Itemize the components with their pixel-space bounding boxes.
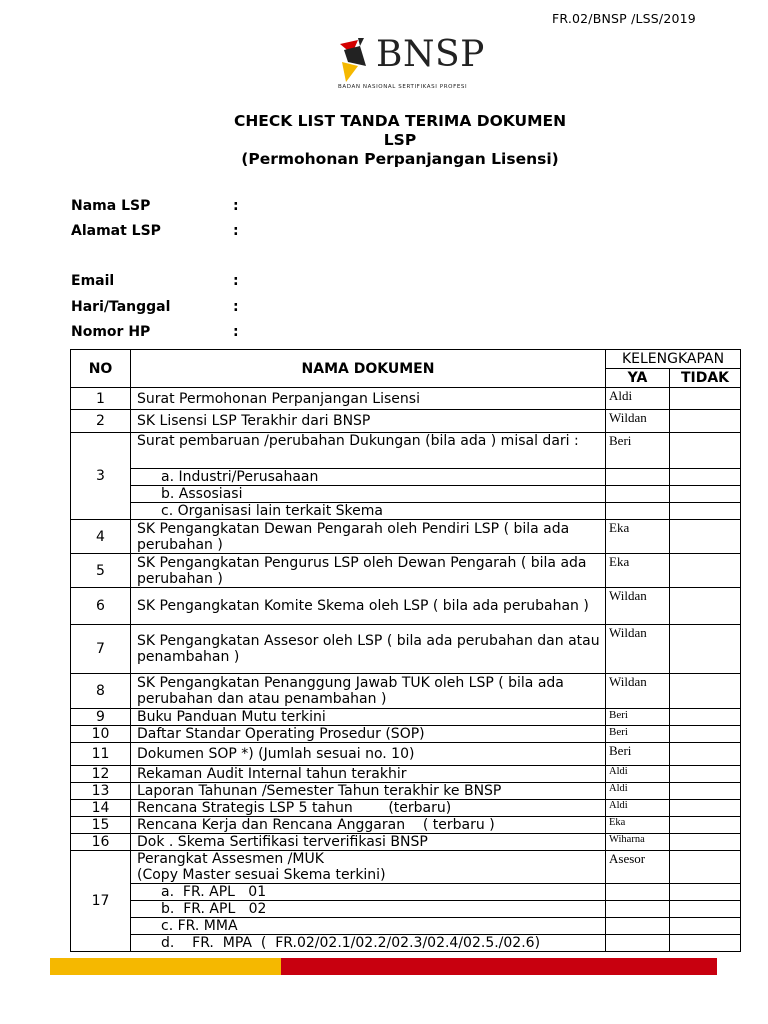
table-row bbox=[71, 433, 741, 469]
field-label-nama-lsp: Nama LSP bbox=[71, 198, 151, 214]
table-row bbox=[71, 388, 741, 410]
field-label-alamat-lsp: Alamat LSP bbox=[71, 223, 161, 239]
header-ya: YA bbox=[606, 369, 670, 388]
document-name: SK Pengangkatan Komite Skema oleh LSP ( bila ada perubahan ) bbox=[131, 588, 606, 625]
document-name-line: (Copy Master sesuai Skema terkini) bbox=[137, 867, 386, 883]
doc-title-line3: (Permohonan Perpanjangan Lisensi) bbox=[241, 150, 559, 168]
ya-cell[interactable]: Eka bbox=[606, 554, 670, 588]
table-row bbox=[71, 625, 741, 674]
document-name: SK Pengangkatan Penanggung Jawab TUK oleh LSP ( bila ada perubahan dan atau penambahan ) bbox=[131, 674, 606, 709]
ya-cell[interactable]: Wildan bbox=[606, 625, 670, 674]
row-number: 9 bbox=[71, 709, 131, 726]
ya-cell[interactable]: Beri bbox=[606, 709, 670, 726]
table-row bbox=[71, 674, 741, 709]
footer-bar-yellow bbox=[50, 958, 281, 975]
row-number: 17 bbox=[71, 851, 131, 952]
field-colon: : bbox=[233, 299, 239, 315]
row-number: 8 bbox=[71, 674, 131, 709]
ya-cell[interactable]: Aldi bbox=[606, 766, 670, 783]
document-subitem: b. Assosiasi bbox=[131, 486, 606, 503]
ya-cell[interactable]: Beri bbox=[606, 726, 670, 743]
document-subitem: d. FR. MPA ( FR.02/02.1/02.2/02.3/02.4/02.5./02.6) bbox=[131, 935, 606, 952]
document-name: Laporan Tahunan /Semester Tahun terakhir ke BNSP bbox=[131, 783, 606, 800]
document-subitem: b. FR. APL 02 bbox=[131, 901, 606, 918]
table-row bbox=[71, 726, 741, 743]
tidak-cell[interactable] bbox=[670, 554, 741, 588]
row-number: 5 bbox=[71, 554, 131, 588]
ya-cell[interactable]: Eka bbox=[606, 817, 670, 834]
document-name: Surat Permohonan Perpanjangan Lisensi bbox=[131, 388, 606, 410]
document-name bbox=[131, 851, 606, 884]
table-row bbox=[71, 520, 741, 554]
tidak-cell[interactable] bbox=[670, 800, 741, 817]
ya-cell[interactable] bbox=[606, 935, 670, 952]
header-tidak: TIDAK bbox=[670, 369, 741, 388]
table-row bbox=[71, 588, 741, 625]
ya-cell[interactable]: Wildan bbox=[606, 674, 670, 709]
table-subrow bbox=[71, 469, 741, 486]
document-subitem: c. FR. MMA bbox=[131, 918, 606, 935]
ya-cell[interactable] bbox=[606, 503, 670, 520]
tidak-cell[interactable] bbox=[670, 469, 741, 486]
ya-cell[interactable]: Aldi bbox=[606, 783, 670, 800]
field-colon: : bbox=[233, 273, 239, 289]
document-subitem: c. Organisasi lain terkait Skema bbox=[131, 503, 606, 520]
document-name: SK Pengangkatan Pengurus LSP oleh Dewan Pengarah ( bila ada perubahan ) bbox=[131, 554, 606, 588]
tidak-cell[interactable] bbox=[670, 588, 741, 625]
ya-cell[interactable]: Wiharna bbox=[606, 834, 670, 851]
document-name: SK Pengangkatan Dewan Pengarah oleh Pendiri LSP ( bila ada perubahan ) bbox=[131, 520, 606, 554]
tidak-cell[interactable] bbox=[670, 625, 741, 674]
logo-subtitle: BADAN NASIONAL SERTIFIKASI PROFESI bbox=[338, 84, 468, 90]
ya-cell[interactable]: Eka bbox=[606, 520, 670, 554]
bnsp-emblem-icon bbox=[336, 36, 376, 84]
tidak-cell[interactable] bbox=[670, 918, 741, 935]
row-number: 12 bbox=[71, 766, 131, 783]
header-no: NO bbox=[71, 350, 131, 388]
row-number: 1 bbox=[71, 388, 131, 410]
footer-bar-red bbox=[281, 958, 717, 975]
document-subitem: a. Industri/Perusahaan bbox=[131, 469, 606, 486]
logo-wordmark: BNSP bbox=[376, 34, 485, 75]
tidak-cell[interactable] bbox=[670, 935, 741, 952]
document-name: Rekaman Audit Internal tahun terakhir bbox=[131, 766, 606, 783]
field-colon: : bbox=[233, 223, 239, 239]
document-name: Rencana Kerja dan Rencana Anggaran ( terbaru ) bbox=[131, 817, 606, 834]
document-code: FR.02/BNSP /LSS/2019 bbox=[552, 11, 696, 26]
field-colon: : bbox=[233, 324, 239, 340]
document-name-line: penambahan ) bbox=[137, 649, 240, 665]
tidak-cell[interactable] bbox=[670, 851, 741, 884]
doc-title-line1: CHECK LIST TANDA TERIMA DOKUMEN bbox=[233, 112, 567, 130]
row-number: 10 bbox=[71, 726, 131, 743]
document-name-line: Perangkat Assesmen /MUK bbox=[137, 851, 324, 867]
table-subrow bbox=[71, 935, 741, 952]
ya-cell[interactable]: Aldi bbox=[606, 388, 670, 410]
table-row bbox=[71, 851, 741, 884]
table-subrow bbox=[71, 884, 741, 901]
document-subitem: a. FR. APL 01 bbox=[131, 884, 606, 901]
field-label-hari-tanggal: Hari/Tanggal bbox=[71, 299, 171, 315]
row-number: 14 bbox=[71, 800, 131, 817]
table-row bbox=[71, 709, 741, 726]
table-row bbox=[71, 766, 741, 783]
tidak-cell[interactable] bbox=[670, 674, 741, 709]
document-name: Daftar Standar Operating Prosedur (SOP) bbox=[131, 726, 606, 743]
document-name: Dokumen SOP *) (Jumlah sesuai no. 10) bbox=[131, 743, 606, 766]
table-subrow bbox=[71, 503, 741, 520]
row-number: 6 bbox=[71, 588, 131, 625]
ya-cell[interactable] bbox=[606, 901, 670, 918]
ya-cell[interactable] bbox=[606, 918, 670, 935]
table-row bbox=[71, 743, 741, 766]
row-number: 15 bbox=[71, 817, 131, 834]
row-number: 4 bbox=[71, 520, 131, 554]
tidak-cell[interactable] bbox=[670, 817, 741, 834]
field-label-nomor-hp: Nomor HP bbox=[71, 324, 151, 340]
tidak-cell[interactable] bbox=[670, 901, 741, 918]
ya-cell[interactable]: Wildan bbox=[606, 588, 670, 625]
table-row bbox=[71, 410, 741, 433]
document-name: Surat pembaruan /perubahan Dukungan (bila ada ) misal dari : bbox=[131, 433, 606, 469]
field-colon: : bbox=[233, 198, 239, 214]
table-row bbox=[71, 834, 741, 851]
tidak-cell[interactable] bbox=[670, 834, 741, 851]
ya-cell[interactable] bbox=[606, 469, 670, 486]
row-number: 2 bbox=[71, 410, 131, 433]
tidak-cell[interactable] bbox=[670, 503, 741, 520]
tidak-cell[interactable] bbox=[670, 783, 741, 800]
tidak-cell[interactable] bbox=[670, 486, 741, 503]
bnsp-logo bbox=[336, 34, 485, 96]
document-name: SK Lisensi LSP Terakhir dari BNSP bbox=[131, 410, 606, 433]
row-number: 13 bbox=[71, 783, 131, 800]
tidak-cell[interactable] bbox=[670, 884, 741, 901]
document-name bbox=[131, 625, 606, 674]
table-row bbox=[71, 817, 741, 834]
field-label-email: Email bbox=[71, 273, 115, 289]
ya-cell[interactable]: Beri bbox=[606, 433, 670, 469]
ya-cell[interactable] bbox=[606, 486, 670, 503]
document-checklist-table bbox=[70, 349, 741, 952]
tidak-cell[interactable] bbox=[670, 410, 741, 433]
table-subrow bbox=[71, 901, 741, 918]
ya-cell[interactable]: Wildan bbox=[606, 410, 670, 433]
tidak-cell[interactable] bbox=[670, 433, 741, 469]
document-name: Buku Panduan Mutu terkini bbox=[131, 709, 606, 726]
row-number: 7 bbox=[71, 625, 131, 674]
document-name: Rencana Strategis LSP 5 tahun (terbaru) bbox=[131, 800, 606, 817]
tidak-cell[interactable] bbox=[670, 726, 741, 743]
tidak-cell[interactable] bbox=[670, 709, 741, 726]
row-number: 11 bbox=[71, 743, 131, 766]
tidak-cell[interactable] bbox=[670, 388, 741, 410]
row-number: 16 bbox=[71, 834, 131, 851]
row-number: 3 bbox=[71, 433, 131, 520]
table-row bbox=[71, 800, 741, 817]
table-subrow bbox=[71, 918, 741, 935]
table-subrow bbox=[71, 486, 741, 503]
doc-title-line2: LSP bbox=[383, 131, 417, 149]
tidak-cell[interactable] bbox=[670, 766, 741, 783]
tidak-cell[interactable] bbox=[670, 520, 741, 554]
table-row bbox=[71, 554, 741, 588]
ya-cell[interactable]: Aldi bbox=[606, 800, 670, 817]
table-row bbox=[71, 783, 741, 800]
header-kelengkapan: KELENGKAPAN bbox=[606, 350, 741, 369]
ya-cell[interactable]: Asesor bbox=[606, 851, 670, 884]
document-name-line: SK Pengangkatan Assesor oleh LSP ( bila ada perubahan dan atau bbox=[137, 633, 600, 649]
ya-cell[interactable] bbox=[606, 884, 670, 901]
document-name: Dok . Skema Sertifikasi terverifikasi BNSP bbox=[131, 834, 606, 851]
header-nama-dokumen: NAMA DOKUMEN bbox=[131, 350, 606, 388]
ya-cell[interactable]: Beri bbox=[606, 743, 670, 766]
tidak-cell[interactable] bbox=[670, 743, 741, 766]
